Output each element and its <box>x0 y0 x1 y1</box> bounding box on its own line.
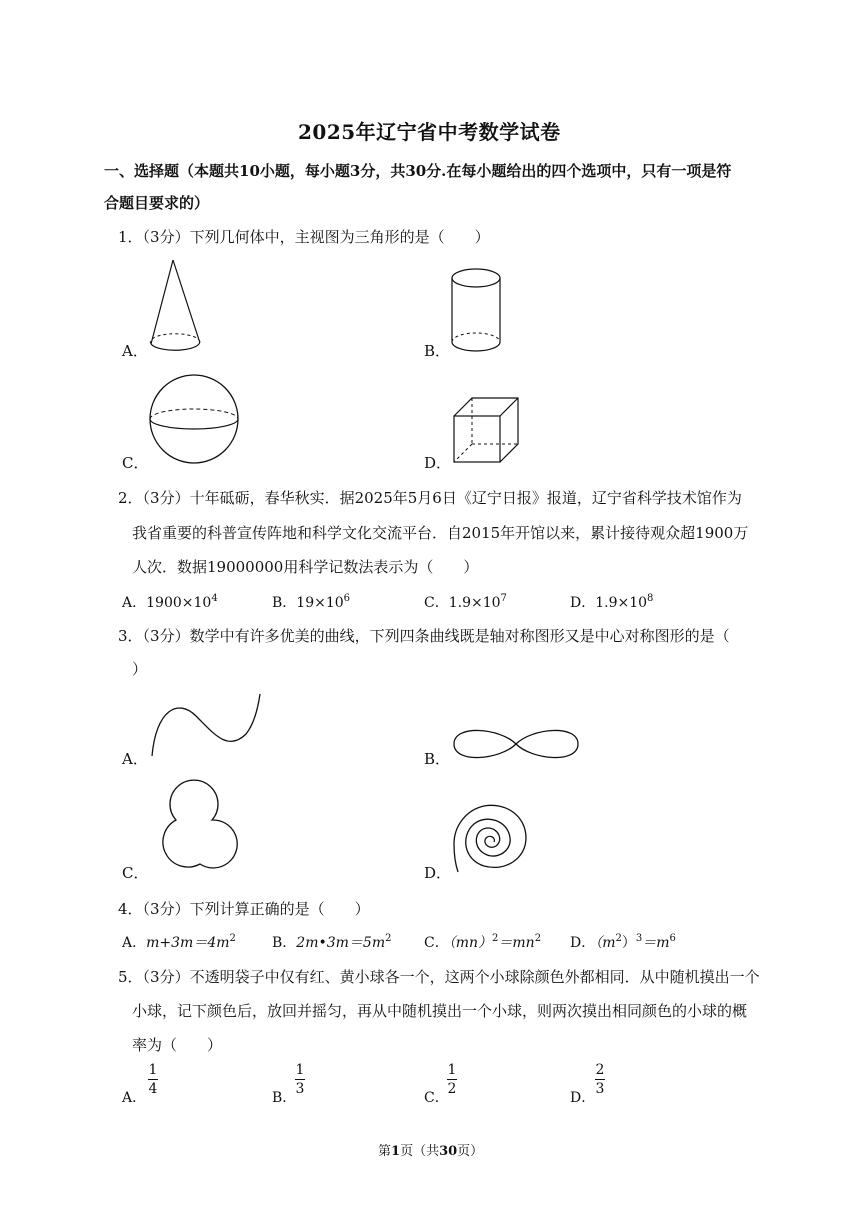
q5-option-c-fraction <box>447 1062 457 1097</box>
q5-option-d-fraction <box>595 1062 605 1097</box>
q2-option-c: C．$1.9\times 10^7$ <box>424 593 507 611</box>
lemniscate-figure <box>450 724 582 764</box>
sine-curve-figure <box>148 690 263 760</box>
q5-option-b-label: B． <box>272 1090 297 1106</box>
q4-option-b: B．$2m•3m=5m^2$ <box>272 933 392 951</box>
q3-option-b-label: B． <box>424 750 451 768</box>
question-2-line3: 人次．数据19000000用科学记数法表示为（ ） <box>132 558 479 576</box>
exam-title: 2025年辽宁省中考数学试卷 <box>298 120 561 144</box>
fraction-numerator: 1 <box>295 1062 305 1078</box>
q4-option-d: D．$(m^2)^3=m^6$ <box>570 933 676 951</box>
q5-option-a-fraction <box>148 1062 158 1097</box>
q5-option-a-label: A． <box>122 1090 147 1106</box>
q2-option-b: B．$19\times 10^6$ <box>272 593 351 611</box>
fraction-numerator: 1 <box>447 1062 457 1078</box>
spiral-figure <box>450 800 534 876</box>
question-4-stem: 4．（3分）下列计算正确的是（ ） <box>118 900 370 918</box>
question-2-line1: 2．（3分）十年砥砺，春华秋实．据2025年5月6日《辽宁日报》报道，辽宁省科学技术馆作为 <box>118 489 742 507</box>
q3-option-d-label: D． <box>424 864 452 882</box>
q1-option-d-label: D． <box>424 454 452 472</box>
page-footer: 第1页（共30页） <box>378 1144 484 1159</box>
question-5-line2: 小球，记下颜色后，放回并摇匀，再从中随机摸出一个小球，则两次摸出相同颜色的小球的概 <box>132 1002 748 1020</box>
cylinder-figure <box>450 266 504 356</box>
q2-option-a: A．$1900\times 10^4$ <box>122 593 218 611</box>
q1-option-c-label: C． <box>122 454 149 472</box>
fraction-denominator: 3 <box>595 1081 605 1097</box>
page-number: 1 <box>391 1144 401 1159</box>
question-5-line3: 率为（ ） <box>132 1036 223 1054</box>
q5-option-c-label: C． <box>424 1090 449 1106</box>
fraction-denominator: 3 <box>295 1081 305 1097</box>
q3-option-c-label: C． <box>122 864 149 882</box>
question-3-line2: ） <box>132 660 148 678</box>
total-pages: 30 <box>439 1144 458 1159</box>
fraction-denominator: 4 <box>148 1081 158 1097</box>
fraction-numerator: 2 <box>595 1062 605 1078</box>
q2-option-d: D．$1.9\times 10^8$ <box>570 593 654 611</box>
section-heading-line2: 合题目要求的） <box>104 194 210 212</box>
question-3-line1: 3．（3分）数学中有许多优美的曲线，下列四条曲线既是轴对称图形又是中心对称图形的是（ <box>118 627 730 645</box>
q4-option-a: A．$m+3m=4m^2$ <box>122 933 236 951</box>
trefoil-figure <box>146 780 242 878</box>
q4-option-c: C．$(mn)^2=mn^2$ <box>424 933 542 951</box>
q3-option-a-label: A． <box>122 750 148 768</box>
cube-figure <box>452 396 522 466</box>
sphere-figure <box>148 375 244 465</box>
section-heading-line1: 一、选择题（本题共10小题，每小题3分，共30分.在每小题给出的四个选项中，只有一项是符 <box>104 162 732 180</box>
fraction-denominator: 2 <box>447 1081 457 1097</box>
question-5-line1: 5．（3分）不透明袋子中仅有红、黄小球各一个，这两个小球除颜色外都相同．从中随机摸出一个 <box>118 968 760 986</box>
question-2-line2: 我省重要的科普宣传阵地和科学文化交流平台．自2015年开馆以来，累计接待观众超1900万 <box>132 524 749 542</box>
q5-option-b-fraction <box>295 1062 305 1097</box>
cone-figure <box>145 256 205 356</box>
question-1-stem: 1．（3分）下列几何体中，主视图为三角形的是（ ） <box>118 228 490 246</box>
q1-option-b-label: B． <box>424 342 451 360</box>
q1-option-a-label: A． <box>122 342 148 360</box>
fraction-numerator: 1 <box>148 1062 158 1078</box>
q5-option-d-label: D． <box>570 1090 596 1106</box>
